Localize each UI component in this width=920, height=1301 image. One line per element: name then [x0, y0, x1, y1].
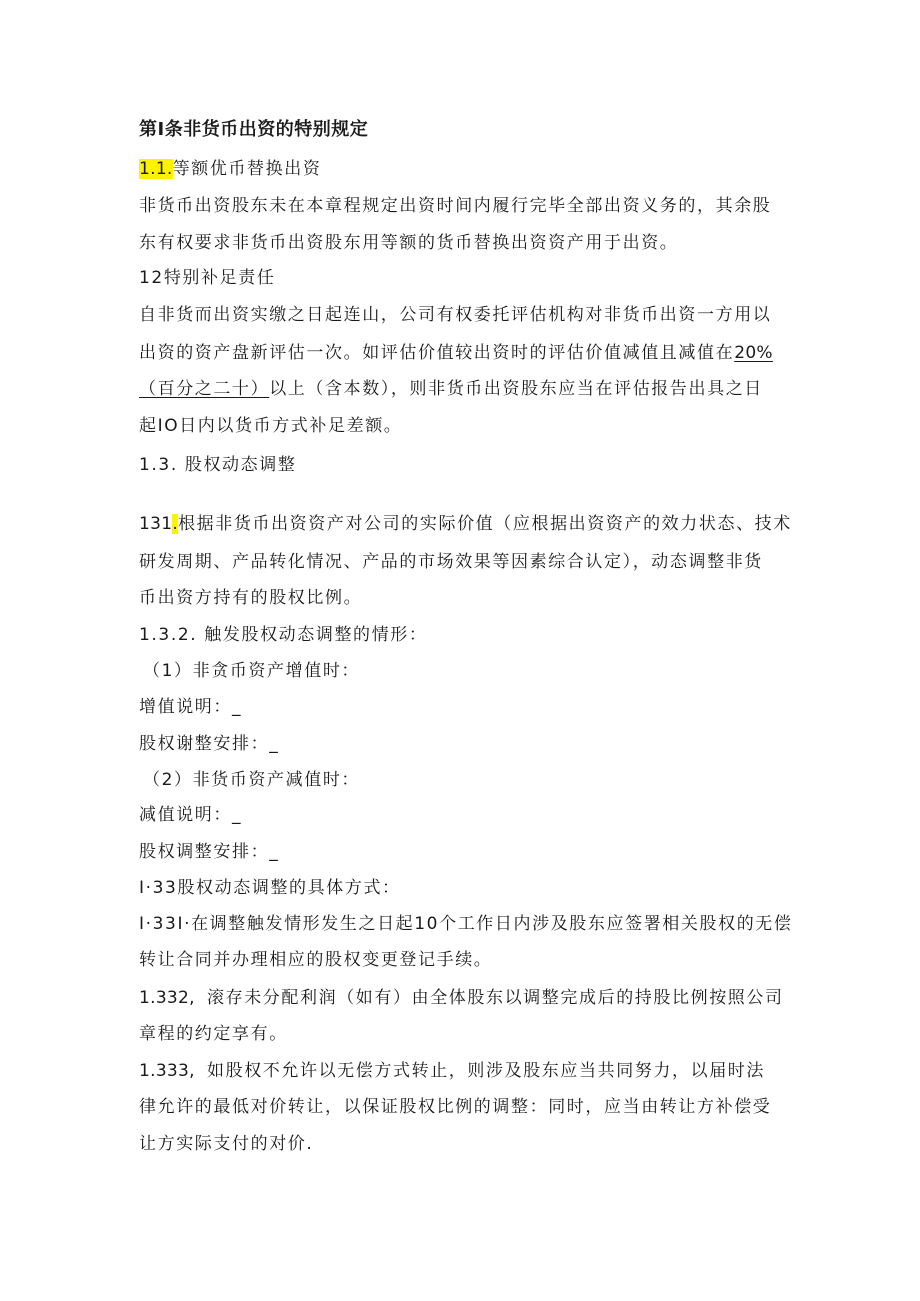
- section-1-3-1-line-3: 币出资方持有的股权比例。: [139, 588, 363, 608]
- section-1-2-heading: 12特别补足责任: [139, 268, 276, 288]
- section-1-2-body-line-2-text: 出资的资产盘新评估一次。如评估价值较出资时的评估价值减值且减值在: [139, 343, 735, 363]
- section-1-1-title: 等额优币替换出资: [172, 159, 322, 179]
- increase-arrangement-field: 股权谢整安排：_: [139, 734, 280, 754]
- section-1-2-body-line-3: [139, 377, 763, 401]
- section-1-3-1-line-2: 研发周期、产品转化情况、产品的市场效果等因素综合认定），动态调整非货: [139, 552, 763, 572]
- section-1-1-number: 1.1.: [139, 159, 173, 179]
- section-1-3-1-number: 131.: [139, 514, 179, 534]
- section-1-3-3-2-line-2: 章程的约定享有。: [139, 1024, 288, 1044]
- section-1-3-3-1-line-1: I·33I·在调整触发情形发生之日起10个工作日内涉及股东应签署相关股权的无偿: [139, 914, 793, 934]
- section-1-3-1-text: 根据非货币出资资产对公司的实际价值（应根据出资资产的效力状态、技术: [178, 514, 792, 534]
- threshold-percentage: 20%: [734, 343, 773, 363]
- section-1-3-3-2-number: 1.332,: [139, 988, 195, 1008]
- section-1-3-3-heading: I·33股权动态调整的具体方式：: [139, 878, 401, 898]
- section-1-2-body-line-4: 起IO日内以货币方式补足差额。: [139, 416, 403, 436]
- section-1-3-3-2-line-1: 滚存未分配利润（如有）由全体股东以调整完成后的持股比例按照公司: [207, 988, 784, 1008]
- section-1-3-3-3-number: 1.333,: [139, 1061, 195, 1081]
- section-1-2-body-line-2: [139, 341, 773, 365]
- decrease-case-heading: （2）非货币资产减值时：: [143, 770, 361, 790]
- section-1-1-body-line-1: 非货币出资股东未在本章程规定出资时间内履行完毕全部出资义务的，其余股: [139, 196, 772, 216]
- article-title: 第I条非货币出资的特别规定: [139, 119, 369, 140]
- section-1-3-3-3-line-1: 如股权不允许以无偿方式转止，则涉及股东应当共同努力，以届时法: [207, 1061, 765, 1081]
- section-1-1-body-line-2: 东有权要求非货币出资股东用等额的货币替换出资资产用于出资。: [139, 233, 679, 253]
- section-1-2-body-line-3-text: 以上（含本数），则非货币出资股东应当在评估报告出具之日: [269, 379, 763, 399]
- section-1-1-heading: [139, 157, 321, 181]
- decrease-arrangement-field: 股权调整安排：_: [139, 842, 280, 862]
- increase-case-heading: （1）非贪币资产增值时：: [143, 661, 361, 681]
- threshold-percentage-words: （百分之二十）: [139, 379, 270, 399]
- section-1-3-1-line-1: [139, 512, 792, 536]
- section-1-3-3-1-line-2: 转让合同并办理相应的股权变更登记手续。: [139, 950, 493, 970]
- section-1-3-2-heading: 1.3.2. 触发股权动态调整的情形：: [139, 625, 428, 645]
- section-1-3-3-3-line-2: 律允许的最低对价转让，以保证股权比例的调整：同时，应当由转让方补偿受: [139, 1097, 772, 1117]
- section-1-3-heading: 1.3. 股权动态调整: [139, 455, 297, 475]
- increase-description-field: 增值说明：_: [139, 697, 243, 717]
- section-1-2-body-line-1: 自非货而出资实缴之日起连山，公司有权委托评估机构对非货币出资一方用以: [139, 305, 772, 325]
- decrease-description-field: 减值说明：_: [139, 805, 243, 825]
- section-1-3-3-3-line-3: 让方实际支付的对价.: [139, 1134, 314, 1154]
